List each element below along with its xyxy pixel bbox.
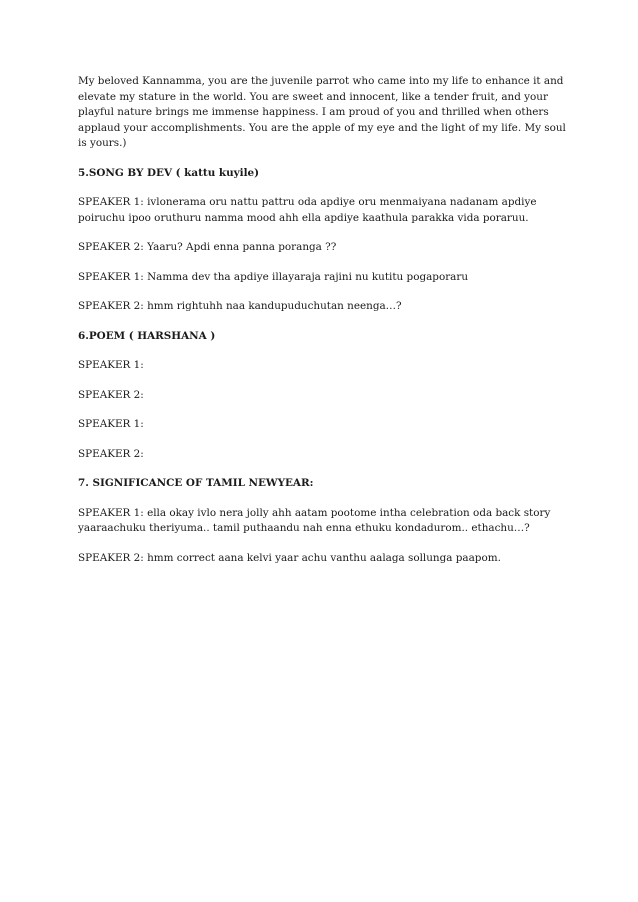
document-body xyxy=(78,74,568,580)
dialogue-line: SPEAKER 2: xyxy=(78,388,144,401)
dialogue-line: SPEAKER 2: Yaaru? Apdi enna panna poranga ?? xyxy=(78,241,337,253)
dialogue-line: SPEAKER 1: xyxy=(78,418,144,430)
dialogue-line: SPEAKER 2: hmm rightuhh naa kandupuduchutan neenga…? xyxy=(78,300,402,312)
dialogue-line: SPEAKER 1: ivlonerama oru nattu pattru oda apdiye oru menmaiyana nadanam apdiye poiruchu ipoo oruthuru namma mood ahh ella apdiye kaathula parakka vida poraruu. xyxy=(78,196,537,224)
dialogue-line: SPEAKER 2: xyxy=(78,447,144,460)
dialogue-line: SPEAKER 1: xyxy=(78,359,144,371)
section-6-heading: 6.POEM ( HARSHANA ) xyxy=(78,329,216,342)
section-7-heading: 7. SIGNIFICANCE OF TAMIL NEWYEAR: xyxy=(78,477,314,489)
section-5-heading: 5.SONG BY DEV ( kattu kuyile) xyxy=(78,166,260,179)
intro-paragraph: My beloved Kannamma, you are the juvenile parrot who came into my life to enhance it and elevate my stature in the world. You are sweet and innocent, like a tender fruit, and your playful nature brings me immense happiness. I am proud of you and thrilled when others applaud your accomplishments. You are the apple of my eye and the light of my life. My soul is yours.) xyxy=(78,75,566,149)
dialogue-line: SPEAKER 2: hmm correct aana kelvi yaar achu vanthu aalaga sollunga paapom. xyxy=(78,551,501,564)
dialogue-line: SPEAKER 1: ella okay ivlo nera jolly ahh aatam pootome intha celebration oda back story yaaraachuku theriyuma.. tamil puthaandu nah enna ethuku kondadurom.. ethachu…? xyxy=(78,506,551,534)
dialogue-line: SPEAKER 1: Namma dev tha apdiye illayaraja rajini nu kutitu pogaporaru xyxy=(78,270,469,283)
